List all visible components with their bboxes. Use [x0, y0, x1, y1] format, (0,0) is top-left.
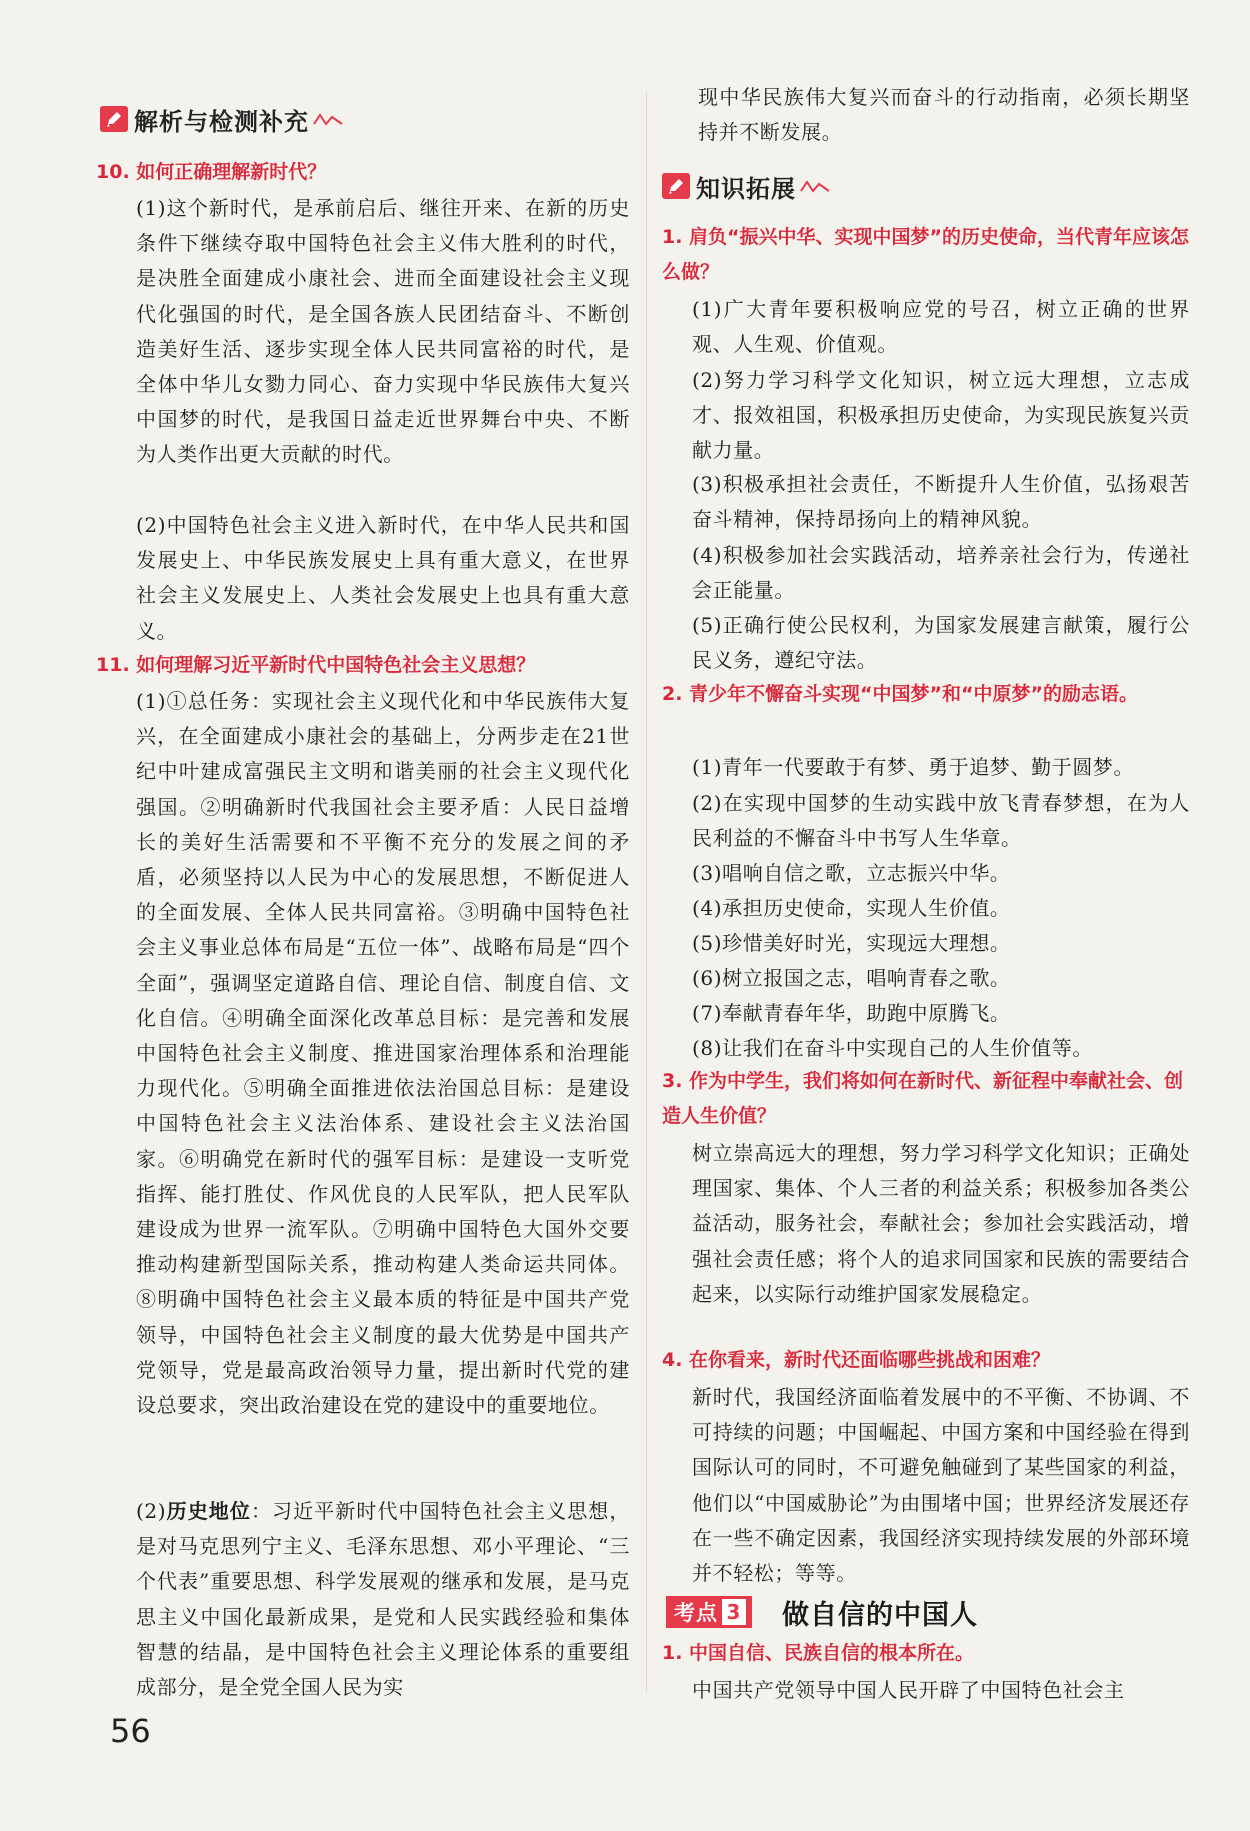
extension-q2-item-6: (6)树立报国之志，唱响青春之歌。	[692, 966, 1011, 990]
question-11-paragraph-2	[136, 1494, 630, 1705]
question-10-paragraph-1: (1)这个新时代，是承前启后、继往开来、在新的历史条件下继续夺取中国特色社会主义伟大胜利的时代，是决胜全面建成小康社会、进而全面建设社会主义现代化强国的时代，是全国各族人民团结奋斗、不断创造美好生活、逐步实现全体人民共同富裕的时代，是全体中华儿女勠力同心、奋力实现中华民族伟大复兴中国梦的时代，是我国日益走近世界舞台中央、不断为人类作出更大贡献的时代。	[136, 196, 630, 467]
column-divider	[646, 92, 647, 1692]
knowledge-extension-title: 知识拓展	[696, 174, 796, 203]
page-number: 56	[110, 1712, 151, 1750]
extension-q2-item-8: (8)让我们在奋斗中实现自己的人生价值等。	[692, 1036, 1093, 1060]
extension-question-2-title: 2. 青少年不懈奋斗实现“中国梦”和“中原梦”的励志语。	[662, 683, 1139, 705]
extension-question-1-title: 1. 肩负“振兴中华、实现中国梦”的历史使命，当代青年应该怎么做？	[662, 226, 1190, 283]
extension-question-4-title: 4. 在你看来，新时代还面临哪些挑战和困难？	[662, 1349, 1051, 1371]
paragraph-body: ：习近平新时代中国特色社会主义思想，是对马克思列宁主义、毛泽东思想、邓小平理论、“三个代表”重要思想、科学发展观的继承和发展，是马克思主义中国化最新成果，是党和人民实践经验和集体智慧的结晶，是中国特色社会主义理论体系的重要组成部分，是全党全国人民为实	[136, 1499, 630, 1700]
exam-point-label: 考点	[674, 1601, 718, 1625]
extension-q2-item-1: (1)青年一代要敢于有梦、勇于追梦、勤于圆梦。	[692, 755, 1135, 779]
paragraph-prefix: (2)	[136, 1499, 167, 1523]
extension-q2-item-4: (4)承担历史使命，实现人生价值。	[692, 896, 1011, 920]
extension-q1-item-4: (4)积极参加社会实践活动，培养亲社会行为，传递社会正能量。	[692, 543, 1190, 603]
extension-q2-item-7: (7)奉献青春年华，助跑中原腾飞。	[692, 1001, 1011, 1025]
continuation-paragraph: 现中华民族伟大复兴而奋斗的行动指南，必须长期坚持并不断发展。	[698, 85, 1190, 145]
extension-q4-answer: 新时代，我国经济面临着发展中的不平衡、不协调、不可持续的问题；中国崛起、中国方案和中国经验在得到国际认可的同时，不可避免触碰到了某些国家的利益，他们以“中国威胁论”为由围堵中国；世界经济发展还存在一些不确定因素，我国经济实现持续发展的外部环境并不轻松；等等。	[692, 1385, 1190, 1586]
extension-q2-item-2: (2)在实现中国梦的生动实践中放飞青春梦想，在为人民利益的不懈奋斗中书写人生华章。	[692, 791, 1190, 851]
wave-decoration-icon	[800, 174, 830, 198]
question-10-title: 10. 如何正确理解新时代？	[96, 161, 327, 183]
exam-point-badge	[666, 1596, 752, 1628]
extension-q1-item-3: (3)积极承担社会责任，不断提升人生价值，弘扬艰苦奋斗精神，保持昂扬向上的精神风貌。	[692, 472, 1190, 532]
question-11-paragraph-1: (1)①总任务：实现社会主义现代化和中华民族伟大复兴，在全面建成小康社会的基础上，分两步走在21世纪中叶建成富强民主文明和谐美丽的社会主义现代化强国。②明确新时代我国社会主要矛盾：人民日益增长的美好生活需要和不平衡不充分的发展之间的矛盾，必须坚持以人民为中心的发展思想，不断促进人的全面发展、全体人民共同富裕。③明确中国特色社会主义事业总体布局是“五位一体”、战略布局是“四个全面”，强调坚定道路自信、理论自信、制度自信、文化自信。④明确全面深化改革总目标：是完善和发展中国特色社会主义制度、推进国家治理体系和治理能力现代化。⑤明确全面推进依法治国总目标：是建设中国特色社会主义法治体系、建设社会主义法治国家。⑥明确党在新时代的强军目标：是建设一支听党指挥、能打胜仗、作风优良的人民军队，把人民军队建设成为世界一流军队。⑦明确中国特色大国外交要推动构建新型国际关系，推动构建人类命运共同体。⑧明确中国特色社会主义最本质的特征是中国共产党领导，中国特色社会主义制度的最大优势是中国共产党领导，党是最高政治领导力量，提出新时代党的建设总要求，突出政治建设在党的建设中的重要地位。	[136, 689, 630, 1418]
knowledge-extension-header	[662, 169, 858, 203]
extension-q2-item-5: (5)珍惜美好时光，实现远大理想。	[692, 931, 1011, 955]
question-10-paragraph-2: (2)中国特色社会主义进入新时代，在中华人民共和国发展史上、中华民族发展史上具有重大意义，在世界社会主义发展史上、人类社会发展史上也具有重大意义。	[136, 513, 630, 643]
extension-q2-item-3: (3)唱响自信之歌，立志振兴中华。	[692, 861, 1011, 885]
analysis-header	[100, 102, 368, 136]
wave-decoration-icon	[313, 107, 343, 131]
pencil-icon	[100, 106, 128, 132]
pencil-icon	[662, 173, 690, 199]
exam-point-q1-answer: 中国共产党领导中国人民开辟了中国特色社会主	[692, 1678, 1125, 1702]
historical-status-label: 历史地位	[166, 1499, 251, 1523]
exam-point-title: 做自信的中国人	[782, 1599, 978, 1631]
extension-q1-item-5: (5)正确行使公民权利，为国家发展建言献策，履行公民义务，遵纪守法。	[692, 613, 1190, 673]
extension-q1-item-1: (1)广大青年要积极响应党的号召，树立正确的世界观、人生观、价值观。	[692, 297, 1190, 357]
extension-q1-item-2: (2)努力学习科学文化知识，树立远大理想，立志成才、报效祖国，积极承担历史使命，为实现民族复兴贡献力量。	[692, 368, 1190, 463]
exam-point-question-1-title: 1. 中国自信、民族自信的根本所在。	[662, 1642, 975, 1664]
exam-point-header	[666, 1593, 978, 1631]
extension-q3-answer: 树立崇高远大的理想，努力学习科学文化知识；正确处理国家、集体、个人三者的利益关系；积极参加各类公益活动，服务社会，奉献社会；参加社会实践活动，增强社会责任感；将个人的追求同国家和民族的需要结合起来，以实际行动维护国家发展稳定。	[692, 1141, 1190, 1306]
exam-point-number: 3	[722, 1599, 746, 1625]
extension-question-3-title: 3. 作为中学生，我们将如何在新时代、新征程中奉献社会、创造人生价值？	[662, 1070, 1184, 1127]
analysis-title: 解析与检测补充	[134, 107, 309, 136]
question-11-title: 11. 如何理解习近平新时代中国特色社会主义思想？	[96, 654, 536, 676]
